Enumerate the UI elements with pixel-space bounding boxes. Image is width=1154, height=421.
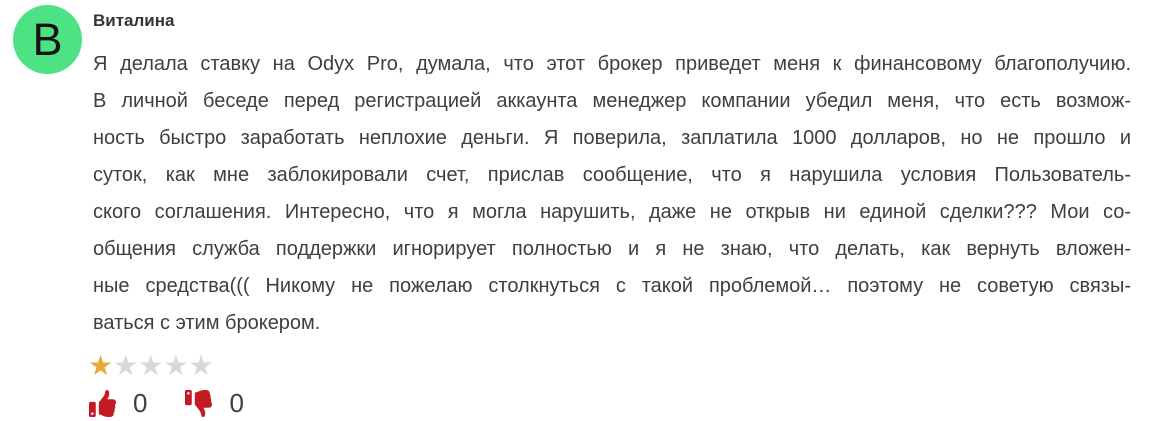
star-icon: ★ [163, 349, 189, 382]
review-text [93, 46, 1131, 342]
star-icon: ★ [138, 349, 164, 382]
thumbs-down-button[interactable] [185, 390, 212, 417]
thumbs-up-group [89, 388, 147, 419]
review-text-line: ваться с этим брокером. [93, 312, 321, 334]
review-text-line: ского соглашения. Интересно, что я могла нарушить, даже не открыв ни единой сделки??? Мои со- [93, 201, 1131, 223]
star-rating [88, 349, 1131, 382]
thumbs-down-count: 0 [229, 388, 244, 418]
avatar [13, 5, 82, 74]
review-text-line: Я делала ставку на Odyx Pro, думала, что этот брокер приведет меня к финансовому благополучию. [93, 53, 1131, 75]
star-icon: ★ [88, 349, 114, 382]
vote-bar [89, 388, 1131, 419]
review-text-line: ность быстро заработать неплохие деньги. Я поверила, заплатила 1000 долларов, но не прошло и [93, 127, 1131, 149]
review-text-line: В личной беседе перед регистрацией аккаунта менеджер компании убедил меня, что есть возмож- [93, 90, 1131, 112]
thumbs-down-group [185, 388, 243, 419]
author-name: Виталина [93, 11, 175, 30]
thumbs-up-icon [89, 390, 116, 417]
review-text-line: общения служба поддержки игнорирует полностью и я не знаю, что делать, как вернуть вложен- [93, 238, 1131, 260]
star-icon: ★ [113, 349, 139, 382]
review-text-line: суток, как мне заблокировали счет, прислав сообщение, что я нарушила условия Пользователь- [93, 164, 1131, 186]
review-text-line: ные средства((( Никому не пожелаю столкнуться с такой проблемой… поэтому не советую связы- [93, 275, 1131, 297]
thumbs-up-button[interactable] [89, 390, 116, 417]
star-icon: ★ [188, 349, 214, 382]
thumbs-down-icon [185, 390, 212, 417]
thumbs-up-count: 0 [133, 388, 148, 418]
avatar-letter: В [32, 14, 63, 65]
